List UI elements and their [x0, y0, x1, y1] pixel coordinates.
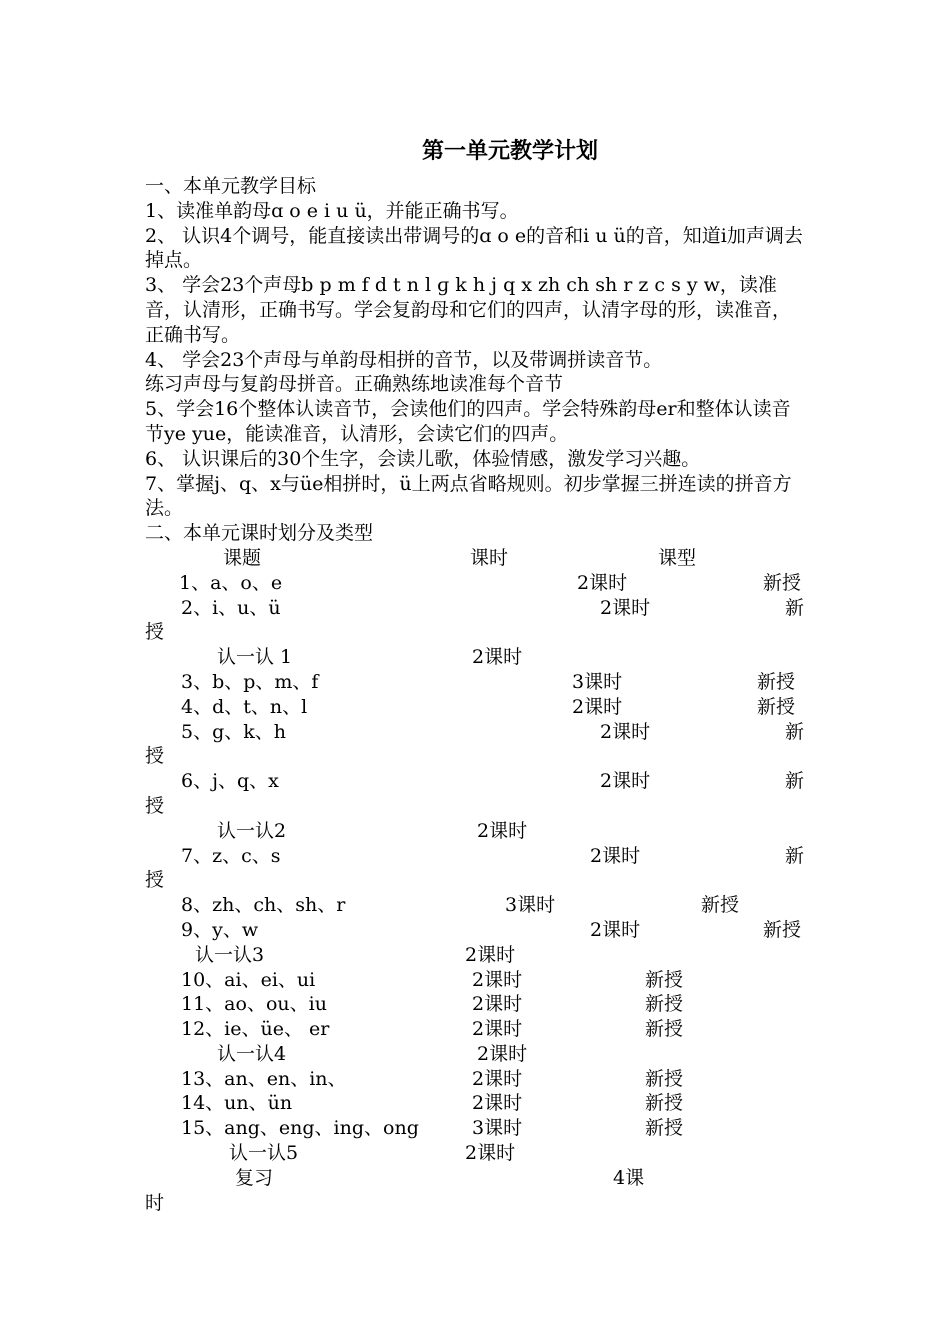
- schedule-cell-type: 新: [785, 770, 805, 793]
- section-heading: 二、本单元课时划分及类型: [145, 522, 374, 545]
- schedule-row: [145, 1067, 809, 1092]
- schedule-row: [145, 1166, 809, 1191]
- schedule-cell-topic: 认一认2: [217, 819, 287, 842]
- schedule-row: [145, 943, 809, 968]
- schedule-cell-hours: 2课时: [465, 1142, 516, 1165]
- schedule-row: [145, 1042, 809, 1067]
- schedule-cell-hours: 2课时: [577, 571, 628, 594]
- objective-item: 5、学会16个整体认读音节，会读他们的四声。学会特殊韵母er和整体认读音节ye yue，能读准音，认清形，会读它们的四声。: [145, 398, 791, 445]
- schedule-cell-topic: 11、ao、ou、iu: [181, 993, 327, 1016]
- objective-item: 1、读准单韵母ɑ o e i u ü，并能正确书写。: [145, 199, 519, 222]
- section-heading: 一、本单元教学目标: [145, 175, 317, 197]
- schedule-row-wrap: [145, 1191, 809, 1216]
- schedule-cell-hours: 2课时: [472, 993, 523, 1016]
- schedule-row: [145, 720, 809, 745]
- schedule-row: [145, 1116, 809, 1141]
- schedule-cell-hours: 2课时: [590, 844, 641, 867]
- schedule-row: [145, 695, 809, 720]
- schedule-cell-topic: 13、an、en、in、: [181, 1067, 347, 1090]
- schedule-cell-type: 新授: [645, 1067, 684, 1090]
- schedule-cell-type: 新授: [763, 571, 802, 594]
- column-header-type: 课型: [658, 546, 697, 569]
- schedule-cell-topic: 5、g、k、h: [181, 720, 287, 743]
- objective-item: 6、 认识课后的30个生字，会读儿歌，体验情感，激发学习兴趣。: [145, 447, 701, 470]
- schedule-cell-wrap: 授: [145, 745, 165, 768]
- schedule-row-wrap: [145, 868, 809, 893]
- schedule-cell-topic: 复习: [235, 1166, 274, 1189]
- schedule-rows: [145, 571, 809, 1216]
- schedule-row: [145, 819, 809, 844]
- schedule-row-wrap: [145, 794, 809, 819]
- schedule-cell-topic: 3、b、p、m、f: [181, 670, 319, 693]
- schedule-row: [145, 769, 809, 794]
- schedule-cell-topic: 10、ai、ei、ui: [181, 968, 316, 991]
- schedule-cell-hours: 4课: [613, 1166, 645, 1189]
- schedule-cell-wrap: 时: [145, 1191, 165, 1214]
- schedule-cell-topic: 14、un、ün: [181, 1092, 293, 1115]
- schedule-cell-hours: 2课时: [600, 770, 651, 793]
- schedule-cell-type: 新授: [763, 918, 802, 941]
- schedule-cell-hours: 3课时: [572, 670, 623, 693]
- schedule-row-wrap: [145, 620, 809, 645]
- schedule-cell-wrap: 授: [145, 621, 165, 644]
- schedule-cell-hours: 2课时: [472, 1092, 523, 1115]
- schedule-cell-type: 新授: [645, 968, 684, 991]
- schedule-row: [145, 596, 809, 621]
- schedule-row: [145, 918, 809, 943]
- schedule-cell-topic: 认一认4: [217, 1042, 287, 1065]
- objective-item: 2、 认识4个调号，能直接读出带调号的ɑ o e的音和i u ü的音，知道i加声调去掉点。: [145, 224, 803, 272]
- schedule-cell-hours: 2课时: [465, 943, 516, 966]
- schedule-row: [145, 992, 809, 1017]
- schedule-cell-hours: 2课时: [477, 819, 528, 842]
- schedule-cell-type: 新: [785, 596, 805, 619]
- schedule-cell-topic: 2、i、u、ü: [181, 596, 281, 619]
- schedule-cell-type: 新授: [645, 993, 684, 1016]
- schedule-cell-topic: 12、ie、üe、 er: [181, 1018, 330, 1041]
- schedule-cell-hours: 2课时: [472, 1018, 523, 1041]
- schedule-cell-hours: 2课时: [572, 695, 623, 718]
- schedule-cell-topic: 15、ang、eng、ing、ong: [181, 1117, 419, 1140]
- schedule-row: [145, 968, 809, 993]
- schedule-cell-hours: 2课时: [472, 968, 523, 991]
- schedule-cell-topic: 6、j、q、x: [181, 770, 279, 793]
- schedule-cell-topic: 9、y、w: [181, 918, 259, 941]
- schedule-cell-topic: 认一认3: [195, 943, 265, 966]
- schedule-cell-topic: 1、a、o、e: [179, 571, 283, 594]
- schedule-cell-topic: 认一认5: [229, 1142, 299, 1165]
- schedule-cell-hours: 2课时: [477, 1042, 528, 1065]
- schedule-row: [145, 1017, 809, 1042]
- schedule-row: [145, 893, 809, 918]
- schedule-row: [145, 670, 809, 695]
- schedule-cell-hours: 2课时: [600, 720, 651, 743]
- page-title: 第一单元教学计划: [421, 138, 598, 164]
- schedule-row-wrap: [145, 744, 809, 769]
- schedule-row: [145, 1141, 809, 1166]
- schedule-cell-topic: 7、z、c、s: [181, 844, 281, 867]
- schedule-row: [145, 645, 809, 670]
- schedule-cell-hours: 2课时: [600, 596, 651, 619]
- schedule-row: [145, 571, 809, 596]
- schedule-cell-type: 新: [785, 720, 805, 743]
- schedule-cell-type: 新授: [645, 1092, 684, 1115]
- schedule-cell-hours: 2课时: [472, 646, 523, 669]
- schedule-header: [145, 546, 809, 571]
- objective-item: 3、 学会23个声母b p m f d t n l ɡ k h j q x zh ch sh r z c s y w，读准音，认清形，正确书写。学会复韵母和它们的四声，认清字母的形，读准音，正确书写。: [145, 274, 792, 346]
- objective-item: 练习声母与复韵母拼音。正确熟练地读准每个音节: [145, 373, 564, 396]
- schedule-cell-hours: 3课时: [505, 894, 556, 917]
- column-header-topic: 课题: [223, 546, 262, 569]
- objective-item: 7、掌握j、q、x与üe相拼时，ü上两点省略规则。初步掌握三拼连读的拼音方法。: [145, 472, 792, 520]
- schedule-row: [145, 1091, 809, 1116]
- schedule-cell-wrap: 授: [145, 869, 165, 892]
- document-body: [145, 174, 809, 1215]
- schedule-cell-type: 新授: [757, 670, 796, 693]
- schedule-cell-type: 新授: [645, 1117, 684, 1140]
- objective-item: 4、 学会23个声母与单韵母相拼的音节，以及带调拼读音节。: [145, 348, 663, 371]
- schedule-cell-type: 新授: [645, 1018, 684, 1041]
- schedule-cell-wrap: 授: [145, 794, 165, 817]
- schedule-row: [145, 844, 809, 869]
- schedule-cell-hours: 2课时: [590, 918, 641, 941]
- schedule-cell-type: 新: [785, 844, 805, 867]
- schedule-cell-hours: 2课时: [472, 1067, 523, 1090]
- column-header-hours: 课时: [470, 546, 509, 569]
- schedule-cell-topic: 8、zh、ch、sh、r: [181, 894, 346, 917]
- schedule-cell-hours: 3课时: [472, 1117, 523, 1140]
- schedule-cell-topic: 认一认 1: [217, 646, 293, 669]
- schedule-cell-topic: 4、d、t、n、l: [181, 695, 308, 718]
- schedule-cell-type: 新授: [701, 894, 740, 917]
- schedule-cell-type: 新授: [757, 695, 796, 718]
